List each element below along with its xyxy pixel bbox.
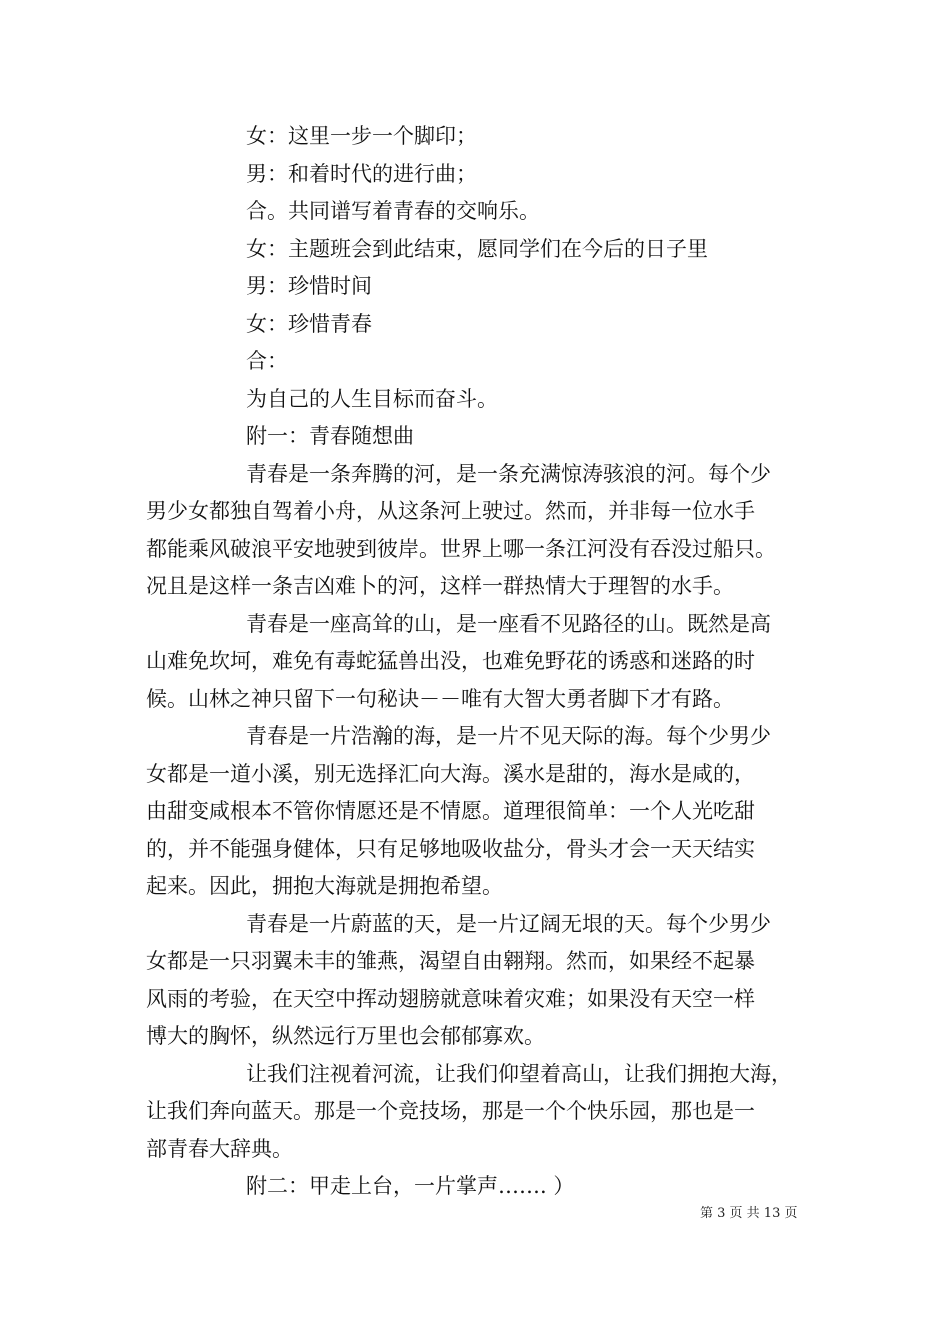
dialogue-line: 为自己的人生目标而奋斗。 (246, 386, 498, 411)
dialogue-line: 女：这里一步一个脚印； (246, 124, 477, 148)
paragraph-sky (146, 906, 826, 1056)
dialogue-line: 合。共同谱写着青春的交响乐。 (246, 199, 540, 223)
paragraph-line: 让我们注视着河流，让我们仰望着高山，让我们拥抱大海， (246, 1061, 792, 1086)
paragraph-line: 由甜变咸根本不管你情愿还是不情愿。道理很简单：一个人光吃甜 (146, 799, 755, 823)
paragraph-line: 让我们奔向蓝天。那是一个竞技场，那是一个个快乐园，那也是一 (146, 1099, 755, 1123)
dialogue-line: 男：和着时代的进行曲； (246, 161, 477, 186)
dialogue-line: 女：珍惜青春 (246, 311, 372, 336)
dialogue-line: 男：珍惜时间 (246, 274, 372, 298)
paragraph-river (146, 456, 826, 606)
appendix-heading: 附一：青春随想曲 (246, 424, 414, 448)
page-number-footer: 第 3 页 共 13 页 (700, 1206, 798, 1221)
paragraph-line: 男少女都独自驾着小舟，从这条河上驶过。然而，并非每一位水手 (146, 499, 755, 523)
paragraph-line: 女都是一只羽翼未丰的雏燕，渴望自由翱翔。然而，如果经不起暴 (146, 949, 755, 973)
paragraph-line: 候。山林之神只留下一句秘诀－－唯有大智大勇者脚下才有路。 (146, 686, 734, 711)
paragraph-mountain (146, 606, 826, 719)
paragraph-line: 都能乘风破浪平安地驶到彼岸。世界上哪一条江河没有吞没过船只。 (146, 536, 776, 561)
paragraph-line: 的，并不能强身健体，只有足够地吸收盐分，骨头才会一天天结实 (146, 836, 755, 861)
dialogue-line: 合： (246, 349, 288, 373)
paragraph-conclusion (146, 1056, 826, 1169)
dialogue-block (146, 118, 826, 456)
paragraph-line: 博大的胸怀，纵然远行万里也会郁郁寡欢。 (146, 1024, 545, 1048)
paragraph-line: 况且是这样一条吉凶难卜的河，这样一群热情大于理智的水手。 (146, 574, 734, 598)
paragraph-sea (146, 718, 826, 906)
paragraph-line: 青春是一条奔腾的河，是一条充满惊涛骇浪的河。每个少 (246, 461, 771, 486)
dialogue-line: 女：主题班会到此结束，愿同学们在今后的日子里 (246, 236, 708, 261)
paragraph-line: 青春是一片浩瀚的海，是一片不见天际的海。每个少男少 (246, 724, 771, 748)
paragraph-line: 起来。因此，拥抱大海就是拥抱希望。 (146, 874, 503, 898)
paragraph-line: 风雨的考验，在天空中挥动翅膀就意味着灾难；如果没有天空一样 (146, 986, 755, 1011)
paragraph-line: 部青春大辞典。 (146, 1136, 293, 1161)
paragraph-line: 青春是一座高耸的山，是一座看不见路径的山。既然是高 (246, 611, 771, 636)
paragraph-line: 女都是一道小溪，别无选择汇向大海。溪水是甜的，海水是咸的， (146, 761, 755, 786)
appendix-two-line: 附二：甲走上台，一片掌声……. ） (246, 1174, 575, 1198)
page-content (146, 118, 826, 1206)
paragraph-line: 山难免坎坷，难免有毒蛇猛兽出没，也难免野花的诱惑和迷路的时 (146, 649, 755, 673)
paragraph-line: 青春是一片蔚蓝的天，是一片辽阔无垠的天。每个少男少 (246, 911, 771, 936)
